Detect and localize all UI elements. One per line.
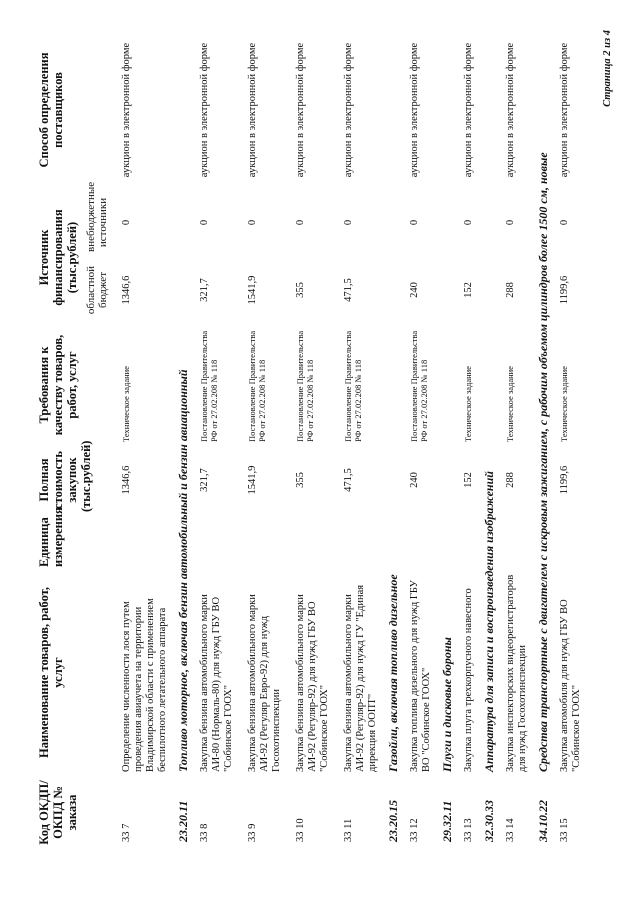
row-cost: 1199,6 (559, 465, 570, 495)
row-code: 33 13 (463, 818, 474, 842)
row-unit (237, 515, 285, 570)
page-number: Страница 2 из 4 (602, 30, 613, 107)
row-name: Закупка бензина автомобильного марки АИ-92 (Регуляр-92) для нужд ГУ "Единая дирекция ООПТ" (343, 584, 378, 772)
row-unit (333, 515, 381, 570)
group-name: Плуги и дисковые бороны (440, 637, 454, 772)
group-code: 23.20.11 (176, 800, 190, 842)
row-unit (399, 515, 435, 570)
row-extra: 0 (505, 219, 516, 226)
header-funding-extra: внебюджетные источники (85, 181, 109, 252)
row-cost: 288 (505, 472, 516, 488)
row-cost: 240 (409, 472, 420, 488)
group-name: Топливо моторное, включая бензин автомобильный и бензин авиационный (176, 369, 190, 772)
row-cost: 321,7 (199, 468, 210, 492)
table-row (333, 30, 381, 850)
row-method: аукцион в электронной форме (295, 42, 306, 178)
header-cost: Полная стоимость закупок (тыс.рублей) (37, 440, 93, 512)
row-regional: 471,5 (343, 278, 354, 302)
row-regional: 1199,6 (559, 275, 570, 305)
procurement-table (35, 30, 585, 850)
row-method: аукцион в электронной форме (199, 42, 210, 178)
table-row (549, 30, 585, 850)
group-code: 32.30.33 (482, 800, 496, 842)
row-extra: 0 (409, 219, 420, 226)
row-requirements: Техническое задание (559, 366, 569, 442)
row-name: Закупка автомобиля для нужд ГБУ ВО "Собинское ГООХ" (559, 599, 582, 772)
table-row (237, 30, 285, 850)
row-requirements: Техническое задание (463, 366, 473, 442)
row-method: аукцион в электронной форме (409, 42, 420, 178)
group-row (531, 30, 549, 850)
row-regional: 240 (409, 282, 420, 298)
row-method: аукцион в электронной форме (505, 42, 516, 178)
row-name: Закупка плуга трехкорпусного навесного (463, 588, 474, 772)
row-requirements: Постановление Правительства РФ от 27.02.208 № 118 (343, 330, 363, 442)
header-requirements: Требования к качеству товаров, работ, услуг (37, 334, 79, 436)
row-requirements: Постановление Правительства РФ от 27.02.208 № 118 (199, 330, 219, 442)
header-funding: Источник финансирования (тыс.рублей) (37, 209, 79, 306)
row-extra: 0 (247, 219, 258, 226)
row-extra: 0 (343, 219, 354, 226)
header-funding-regional: областной бюджет (85, 265, 109, 315)
row-requirements: Техническое задание (121, 366, 131, 442)
row-cost: 471,5 (343, 468, 354, 492)
group-code: 29.32.11 (440, 800, 454, 842)
group-row (435, 30, 453, 850)
row-name: Закупка бензина автомобильного марки АИ-80 (Нормаль-80) для нужд ГБУ ВО "Собинское ГООХ" (199, 594, 234, 772)
row-name: Определение численности лося путем проведения авиаучета на территории Владимирской области с применением беспилотного летательного аппарата (121, 598, 168, 772)
row-code: 33 11 (343, 818, 354, 842)
group-name: Аппаратура для записи и воспроизведения изображений (482, 471, 496, 772)
row-unit (285, 515, 333, 570)
row-method: аукцион в электронной форме (463, 42, 474, 178)
row-method: аукцион в электронной форме (121, 42, 132, 178)
group-name: Газойли, включая топливо дизельное (386, 574, 400, 772)
header-code: Код ОКДП/ ОКПД № заказа (37, 780, 79, 845)
row-unit (111, 515, 171, 570)
row-regional: 1346,6 (121, 275, 132, 305)
row-unit (453, 515, 477, 570)
row-unit (495, 515, 531, 570)
header-unit: Единица измерения (37, 507, 65, 567)
row-regional: 321,7 (199, 278, 210, 302)
row-extra: 0 (295, 219, 306, 226)
row-code: 33 12 (409, 818, 420, 842)
row-unit (549, 515, 585, 570)
row-code: 33 10 (295, 818, 306, 842)
row-code: 33 9 (247, 823, 258, 842)
header-name: Наименование товаров, работ, услуг (37, 587, 65, 758)
table-row (111, 30, 171, 850)
row-regional: 355 (295, 282, 306, 298)
table-row (189, 30, 237, 850)
table-row (495, 30, 531, 850)
row-requirements: Постановление Правительства РФ от 27.02.208 № 118 (247, 330, 267, 442)
row-cost: 1541,9 (247, 465, 258, 495)
row-code: 33 14 (505, 818, 516, 842)
row-extra: 0 (463, 219, 474, 226)
table-header-row (35, 30, 81, 850)
group-name: Средства транспортные с двигателем с искровым зажиганием, с рабочим объемом цилиндров более 1500 см, новые (536, 152, 550, 772)
row-cost: 355 (295, 472, 306, 488)
row-method: аукцион в электронной форме (343, 42, 354, 178)
row-requirements: Постановление Правительства РФ от 27.02.208 № 118 (295, 330, 315, 442)
row-name: Закупка бензина автомобильного марки АИ-92 (Регуляр Евро-92) для нужд Госохотинспекции (247, 594, 282, 772)
row-regional: 288 (505, 282, 516, 298)
procurement-plan-sheet (35, 30, 585, 850)
row-extra: 0 (199, 219, 210, 226)
row-name: Закупка бензина автомобильного марки АИ-92 (Регуляр-92) для нужд ГБУ ВО "Собинское ГООХ" (295, 594, 330, 772)
group-row (381, 30, 399, 850)
row-extra: 0 (559, 219, 570, 226)
row-cost: 152 (463, 472, 474, 488)
header-method: Способ определения поставщиков (37, 52, 65, 168)
group-row (171, 30, 189, 850)
row-requirements: Постановление Правительства РФ от 27.02.208 № 118 (409, 330, 429, 442)
row-method: аукцион в электронной форме (247, 42, 258, 178)
row-code: 33 7 (121, 823, 132, 842)
row-cost: 1346,6 (121, 465, 132, 495)
row-extra: 0 (121, 219, 132, 226)
row-regional: 152 (463, 282, 474, 298)
group-row (477, 30, 495, 850)
row-requirements: Техническое задание (505, 366, 515, 442)
row-name: Закупка инспекторских видеорегистраторов для нужд Госохотинспекции (505, 574, 528, 772)
group-code: 23.20.15 (386, 800, 400, 842)
table-row (285, 30, 333, 850)
row-code: 33 15 (559, 818, 570, 842)
row-name: Закупка топлива дизельного для нужд ГБУ ВО "Собинское ГООХ" (409, 580, 432, 772)
row-regional: 1541,9 (247, 275, 258, 305)
row-method: аукцион в электронной форме (559, 42, 570, 178)
group-code: 34.10.22 (536, 800, 550, 842)
row-unit (189, 515, 237, 570)
row-code: 33 8 (199, 823, 210, 842)
table-row (453, 30, 477, 850)
table-row (399, 30, 435, 850)
